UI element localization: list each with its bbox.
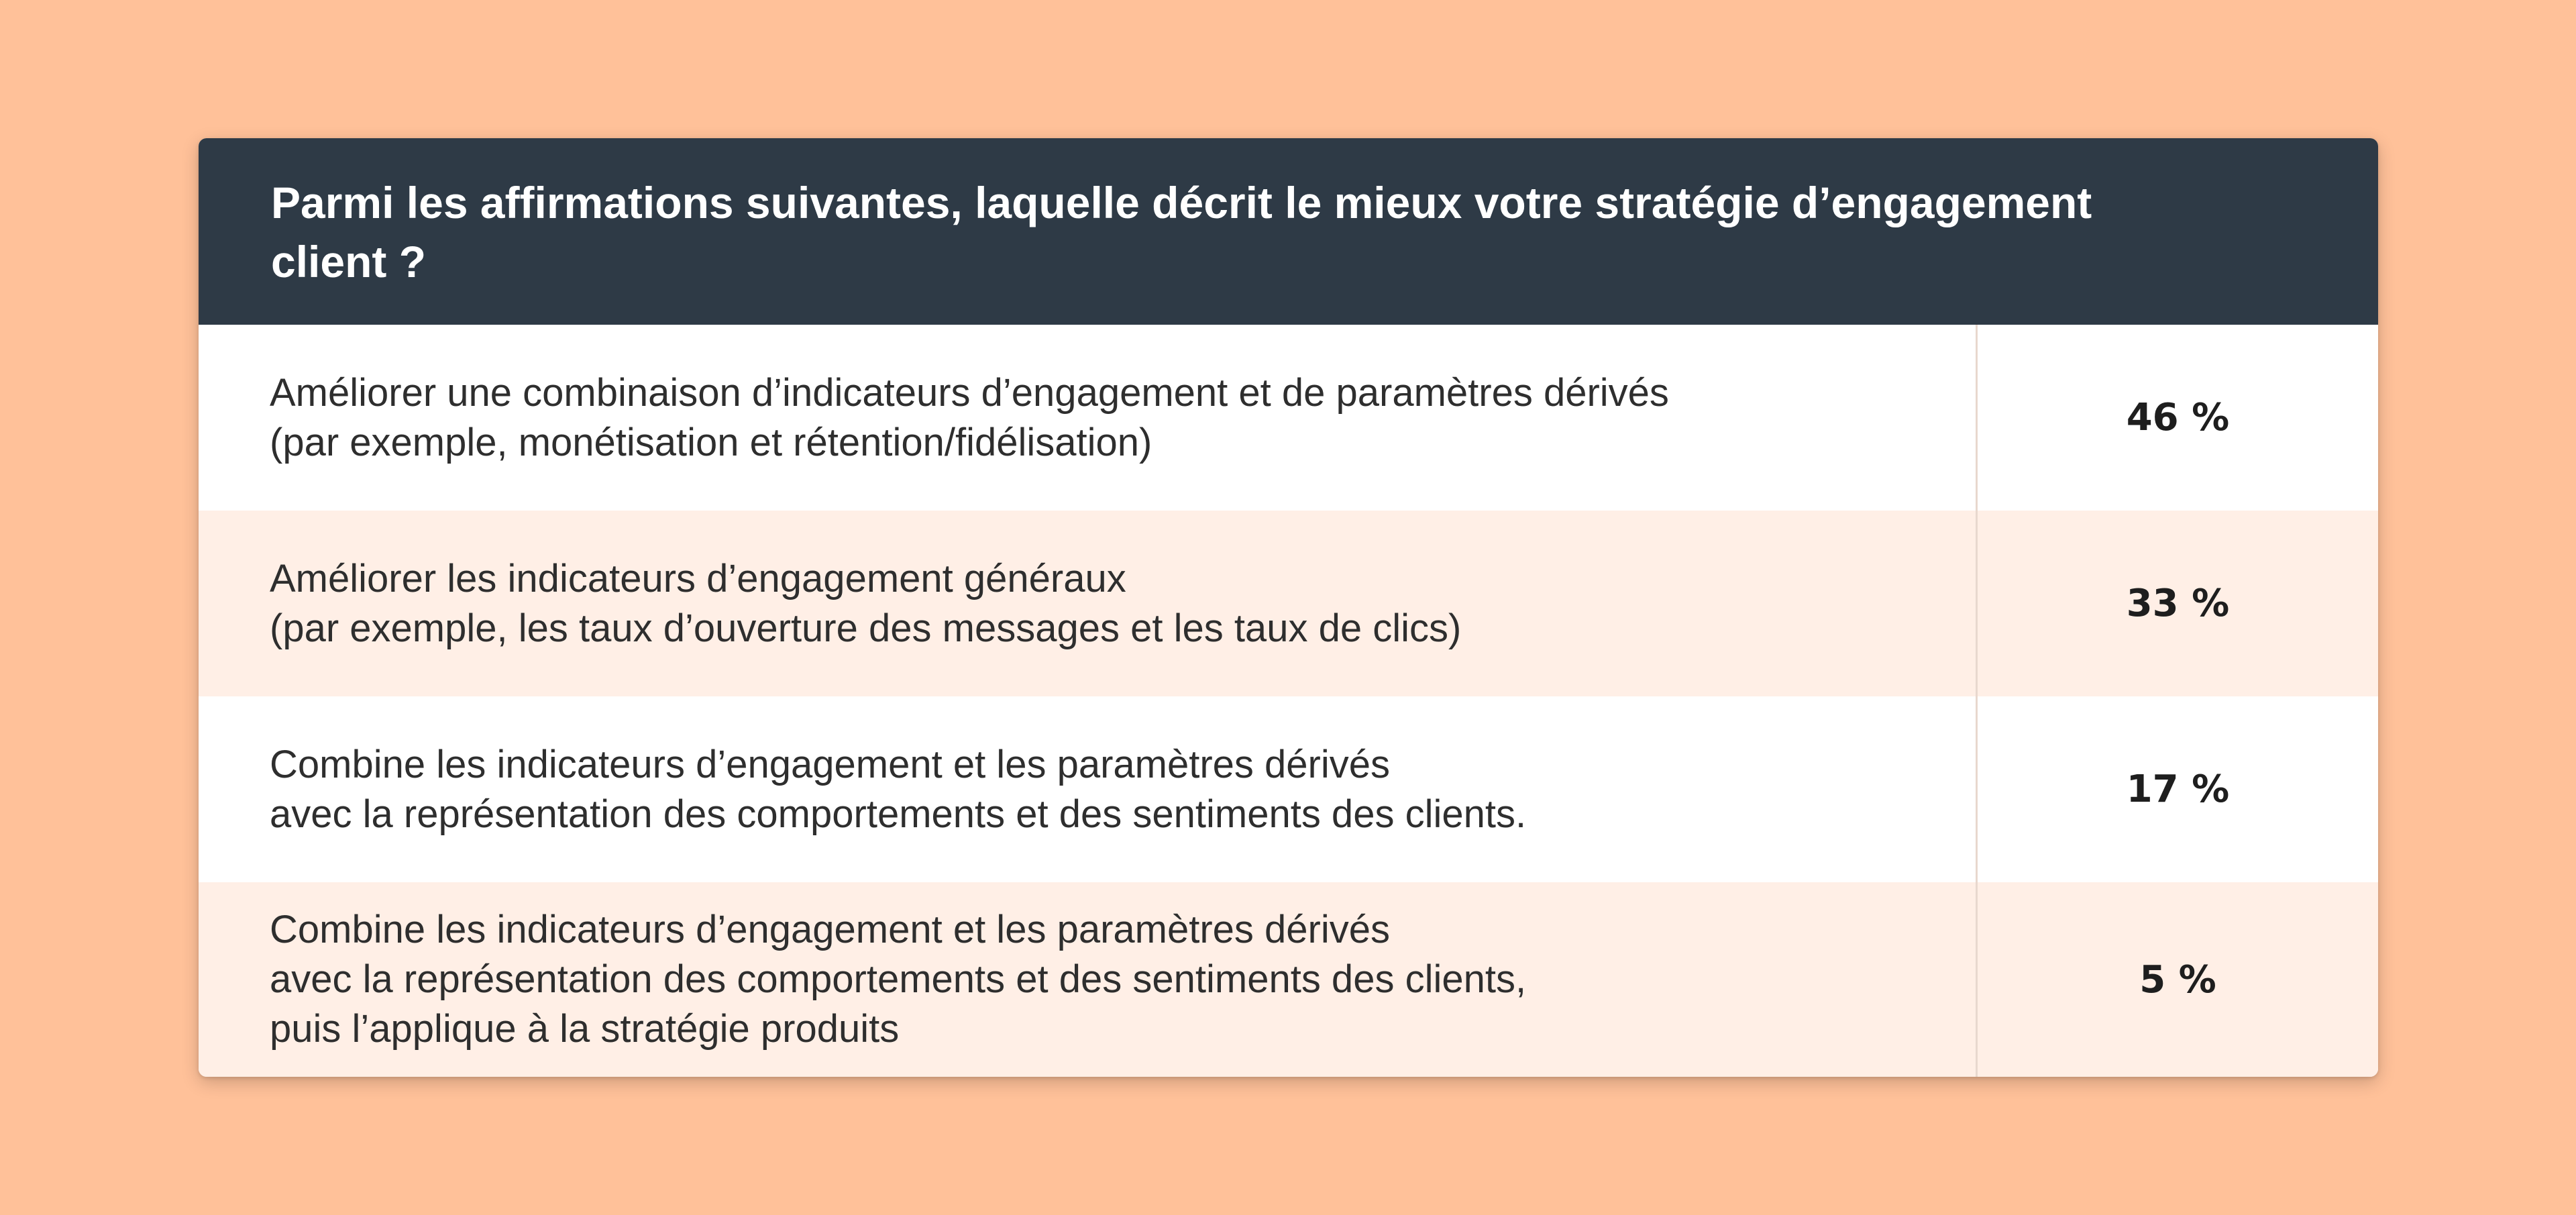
answer-cell — [199, 696, 1978, 882]
answer-text: Améliorer une combinaison d’indicateurs d’engagement et de paramètres dérivés (par exemple, monétisation et rétention/fidélisation) — [270, 370, 1669, 464]
percent-cell: 33 % — [2126, 582, 2230, 625]
table-header — [199, 138, 2378, 325]
answer-cell — [199, 882, 1978, 1077]
answer-text: Améliorer les indicateurs d’engagement généraux (par exemple, les taux d’ouverture des messages et les taux de clics) — [270, 556, 1462, 650]
percent-cell: 5 % — [2139, 957, 2216, 1002]
answer-cell — [199, 511, 1978, 696]
question-title: Parmi les affirmations suivantes, laquelle décrit le mieux votre stratégie d’engagement client ? — [271, 178, 2092, 286]
table-row — [199, 511, 2378, 696]
survey-results-table — [199, 138, 2378, 1077]
answer-cell — [199, 325, 1978, 511]
percent-cell: 46 % — [2126, 396, 2230, 439]
answer-text: Combine les indicateurs d’engagement et les paramètres dérivés avec la représentation des comportements et des sentiments des clients. — [270, 742, 1527, 836]
percent-cell: 17 % — [2126, 768, 2230, 811]
table-row — [199, 882, 2378, 1077]
table-row — [199, 325, 2378, 511]
table-row — [199, 696, 2378, 882]
answer-text: Combine les indicateurs d’engagement et les paramètres dérivés avec la représentation des comportements et des sentiments des clients, puis l’applique à la stratégie produits — [270, 908, 1527, 1051]
